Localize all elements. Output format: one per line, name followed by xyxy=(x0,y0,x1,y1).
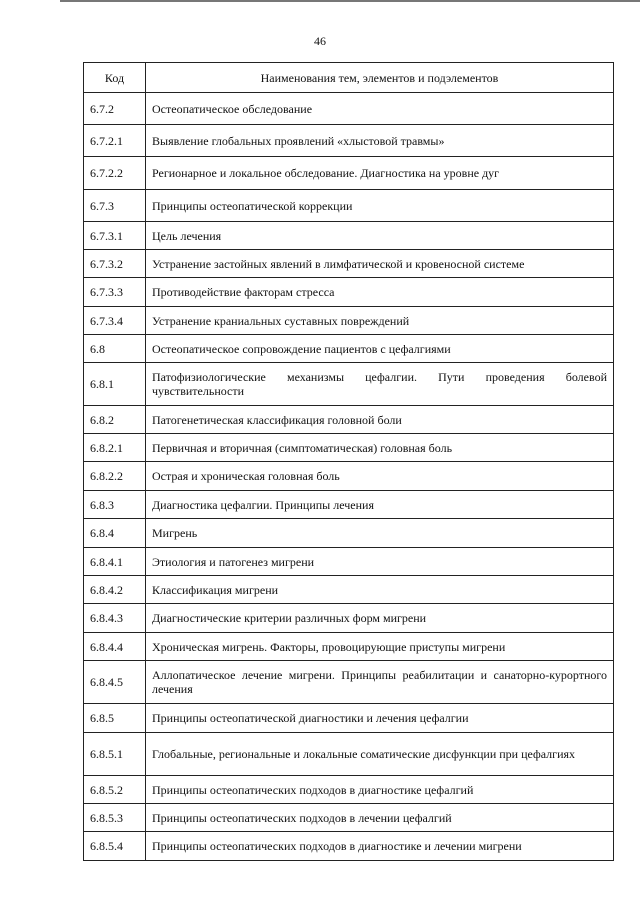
row-code: 6.8.5.2 xyxy=(84,776,146,804)
table-row xyxy=(84,604,614,633)
row-name: Классификация мигрени xyxy=(146,576,614,604)
row-name: Патофизиологические механизмы цефалгии. Пути проведения болевой чувствительности xyxy=(146,363,614,406)
row-name: Первичная и вторичная (симптоматическая) головная боль xyxy=(146,434,614,462)
table-row xyxy=(84,335,614,363)
row-name: Этиология и патогенез мигрени xyxy=(146,548,614,576)
row-name: Патогенетическая классификация головной боли xyxy=(146,406,614,434)
row-code: 6.7.3.1 xyxy=(84,222,146,250)
row-name: Мигрень xyxy=(146,519,614,548)
row-name: Устранение застойных явлений в лимфатической и кровеносной системе xyxy=(146,250,614,278)
row-code: 6.7.3.2 xyxy=(84,250,146,278)
table-row xyxy=(84,832,614,861)
table-row xyxy=(84,661,614,704)
row-code: 6.8.3 xyxy=(84,491,146,519)
table-row xyxy=(84,406,614,434)
row-name: Принципы остеопатических подходов в лечении цефалгий xyxy=(146,804,614,832)
table-row xyxy=(84,633,614,661)
page-number: 46 xyxy=(314,34,326,48)
table-row xyxy=(84,222,614,250)
table-header-row xyxy=(84,63,614,93)
topics-table xyxy=(83,62,614,861)
table-row xyxy=(84,491,614,519)
row-code: 6.7.3.3 xyxy=(84,278,146,307)
row-code: 6.8.2.1 xyxy=(84,434,146,462)
row-code: 6.8.1 xyxy=(84,363,146,406)
table-row xyxy=(84,93,614,125)
row-name: Принципы остеопатической коррекции xyxy=(146,190,614,222)
row-code: 6.8.4.4 xyxy=(84,633,146,661)
row-name: Противодействие факторам стресса xyxy=(146,278,614,307)
row-code: 6.8.4.5 xyxy=(84,661,146,704)
row-name: Аллопатическое лечение мигрени. Принципы реабилитации и санаторно-курортного лечения xyxy=(146,661,614,704)
row-name: Диагностические критерии различных форм мигрени xyxy=(146,604,614,633)
table-row xyxy=(84,804,614,832)
row-code: 6.8.4 xyxy=(84,519,146,548)
row-name: Остеопатическое обследование xyxy=(146,93,614,125)
table-row xyxy=(84,733,614,776)
table-body xyxy=(84,93,614,861)
row-code: 6.8.5.1 xyxy=(84,733,146,776)
row-name: Цель лечения xyxy=(146,222,614,250)
row-code: 6.8.5 xyxy=(84,704,146,733)
table-row xyxy=(84,363,614,406)
table-row xyxy=(84,250,614,278)
row-code: 6.7.3 xyxy=(84,190,146,222)
row-name: Принципы остеопатических подходов в диагностике и лечении мигрени xyxy=(146,832,614,861)
table-row xyxy=(84,704,614,733)
table-row xyxy=(84,462,614,491)
row-code: 6.7.2.2 xyxy=(84,157,146,190)
row-code: 6.8.4.1 xyxy=(84,548,146,576)
row-name: Принципы остеопатической диагностики и лечения цефалгии xyxy=(146,704,614,733)
table-row xyxy=(84,776,614,804)
row-code: 6.8.2.2 xyxy=(84,462,146,491)
column-header-name: Наименования тем, элементов и подэлементов xyxy=(146,63,614,93)
table-row xyxy=(84,125,614,157)
table-row xyxy=(84,548,614,576)
row-name: Острая и хроническая головная боль xyxy=(146,462,614,491)
row-name: Хроническая мигрень. Факторы, провоцирующие приступы мигрени xyxy=(146,633,614,661)
table-row xyxy=(84,576,614,604)
row-name: Устранение краниальных суставных повреждений xyxy=(146,307,614,335)
row-name: Регионарное и локальное обследование. Диагностика на уровне дуг xyxy=(146,157,614,190)
row-name: Принципы остеопатических подходов в диагностике цефалгий xyxy=(146,776,614,804)
table-row xyxy=(84,434,614,462)
row-code: 6.8.5.4 xyxy=(84,832,146,861)
column-header-code: Код xyxy=(84,63,146,93)
table-row xyxy=(84,278,614,307)
row-code: 6.8.4.3 xyxy=(84,604,146,633)
row-code: 6.8.5.3 xyxy=(84,804,146,832)
row-name: Остеопатическое сопровождение пациентов с цефалгиями xyxy=(146,335,614,363)
row-code: 6.7.2.1 xyxy=(84,125,146,157)
row-name: Выявление глобальных проявлений «хлыстовой травмы» xyxy=(146,125,614,157)
row-code: 6.8.2 xyxy=(84,406,146,434)
row-code: 6.7.3.4 xyxy=(84,307,146,335)
row-code: 6.8 xyxy=(84,335,146,363)
scan-top-edge xyxy=(60,0,640,2)
table-row xyxy=(84,190,614,222)
row-name: Глобальные, региональные и локальные соматические дисфункции при цефалгиях xyxy=(146,733,614,776)
row-code: 6.8.4.2 xyxy=(84,576,146,604)
table-row xyxy=(84,157,614,190)
table-row xyxy=(84,307,614,335)
row-name: Диагностика цефалгии. Принципы лечения xyxy=(146,491,614,519)
row-code: 6.7.2 xyxy=(84,93,146,125)
table-row xyxy=(84,519,614,548)
